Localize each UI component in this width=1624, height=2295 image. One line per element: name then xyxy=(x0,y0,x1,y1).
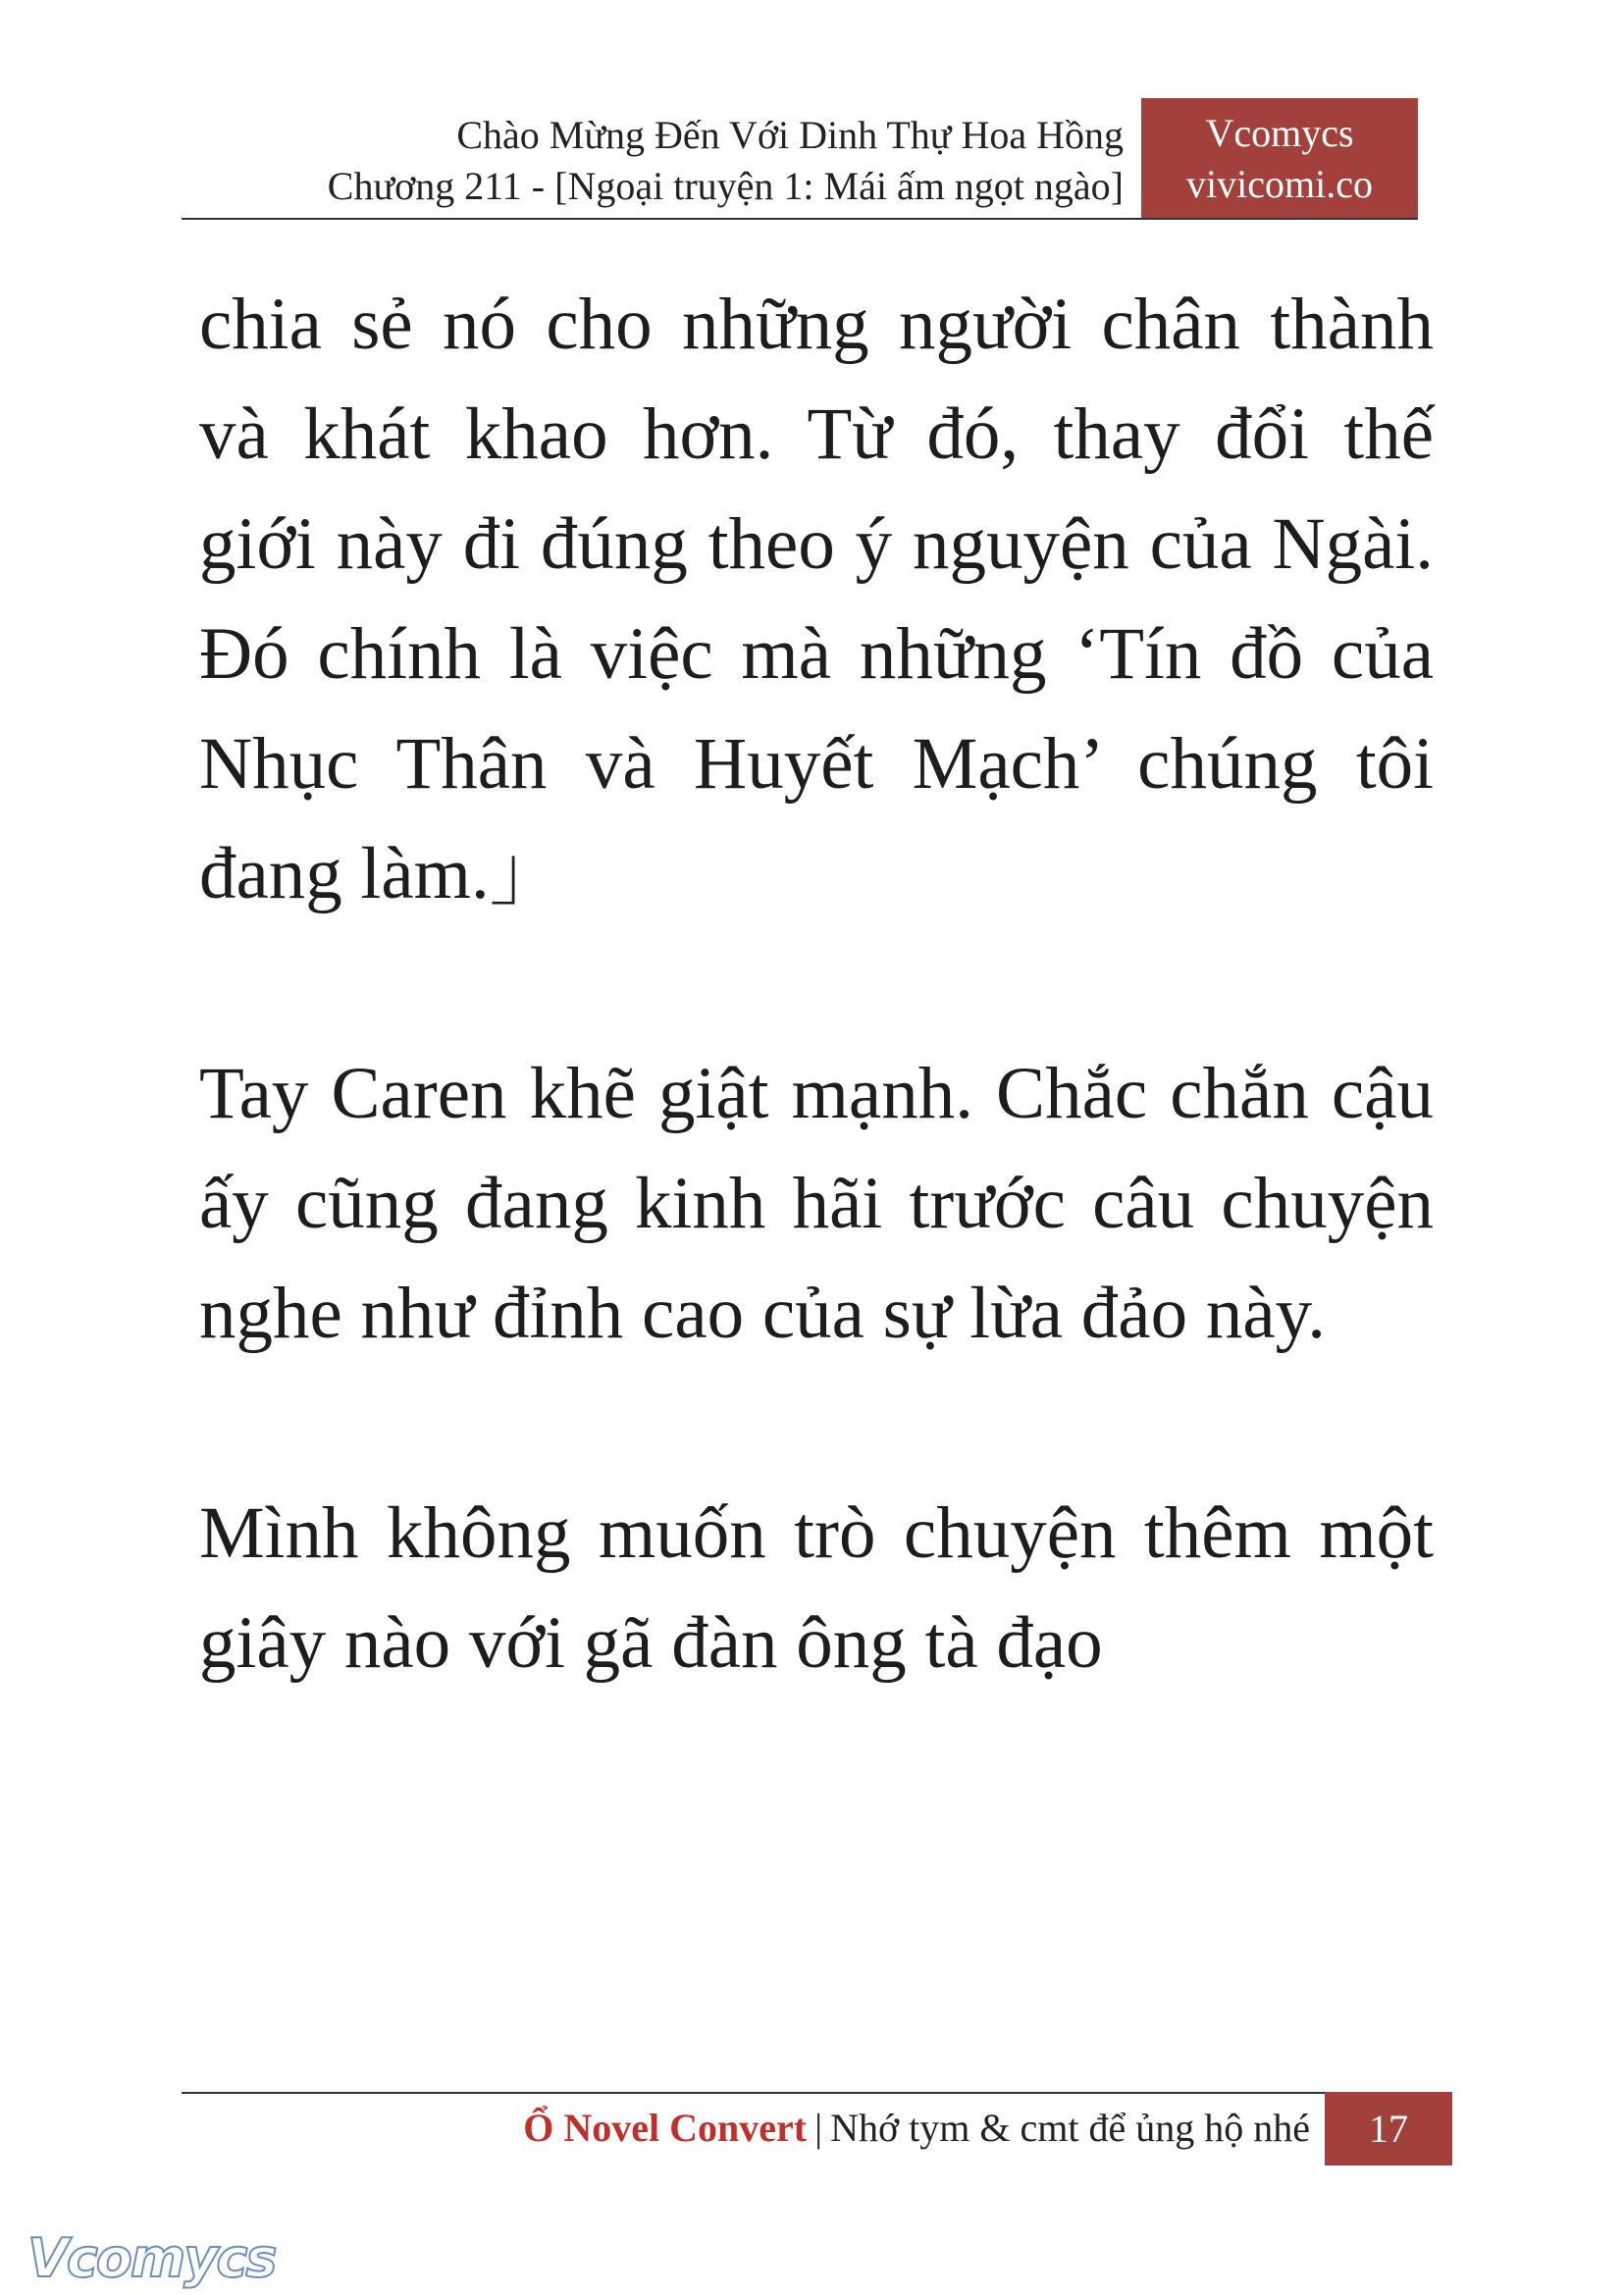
header-divider xyxy=(182,218,1418,220)
footer-divider xyxy=(182,2092,1452,2094)
chapter-body xyxy=(199,270,1434,1698)
brand-name: Vcomycs xyxy=(1205,111,1354,155)
header-titles xyxy=(328,110,1124,212)
paragraph-3: Mình không muốn trò chuyện thêm một giây nào với gã đàn ông tà đạo xyxy=(199,1492,1434,1684)
page-number: 17 xyxy=(1325,2092,1452,2165)
brand-site: vivicomi.co xyxy=(1186,162,1373,206)
page-header xyxy=(182,98,1418,220)
book-title: Chào Mừng Đến Với Dinh Thự Hoa Hồng xyxy=(456,113,1124,157)
page-footer xyxy=(182,2092,1452,2165)
footer-brand: Ổ Novel Convert xyxy=(523,2106,808,2150)
watermark-logo: Vcomycs xyxy=(27,2227,276,2289)
footer-message: Nhớ tym & cmt để ủng hộ nhé xyxy=(830,2106,1310,2150)
paragraph-1: chia sẻ nó cho những người chân thành và khát khao hơn. Từ đó, thay đổi thế giới này đi đúng theo ý nguyện của Ngài. Đó chính là việc mà những ‘Tín đồ của Nhục Thân và Huyết Mạch’ chúng tôi đang làm.」 xyxy=(199,284,1434,914)
footer-text xyxy=(523,2104,1310,2153)
brand-box xyxy=(1141,98,1418,220)
footer-separator: | xyxy=(814,2106,823,2150)
chapter-title: Chương 211 - [Ngoại truyện 1: Mái ấm ngọt ngào] xyxy=(327,164,1124,208)
paragraph-2: Tay Caren khẽ giật mạnh. Chắc chắn cậu ấy cũng đang kinh hãi trước câu chuyện nghe như đỉnh cao của sự lừa đảo này. xyxy=(199,1053,1434,1354)
